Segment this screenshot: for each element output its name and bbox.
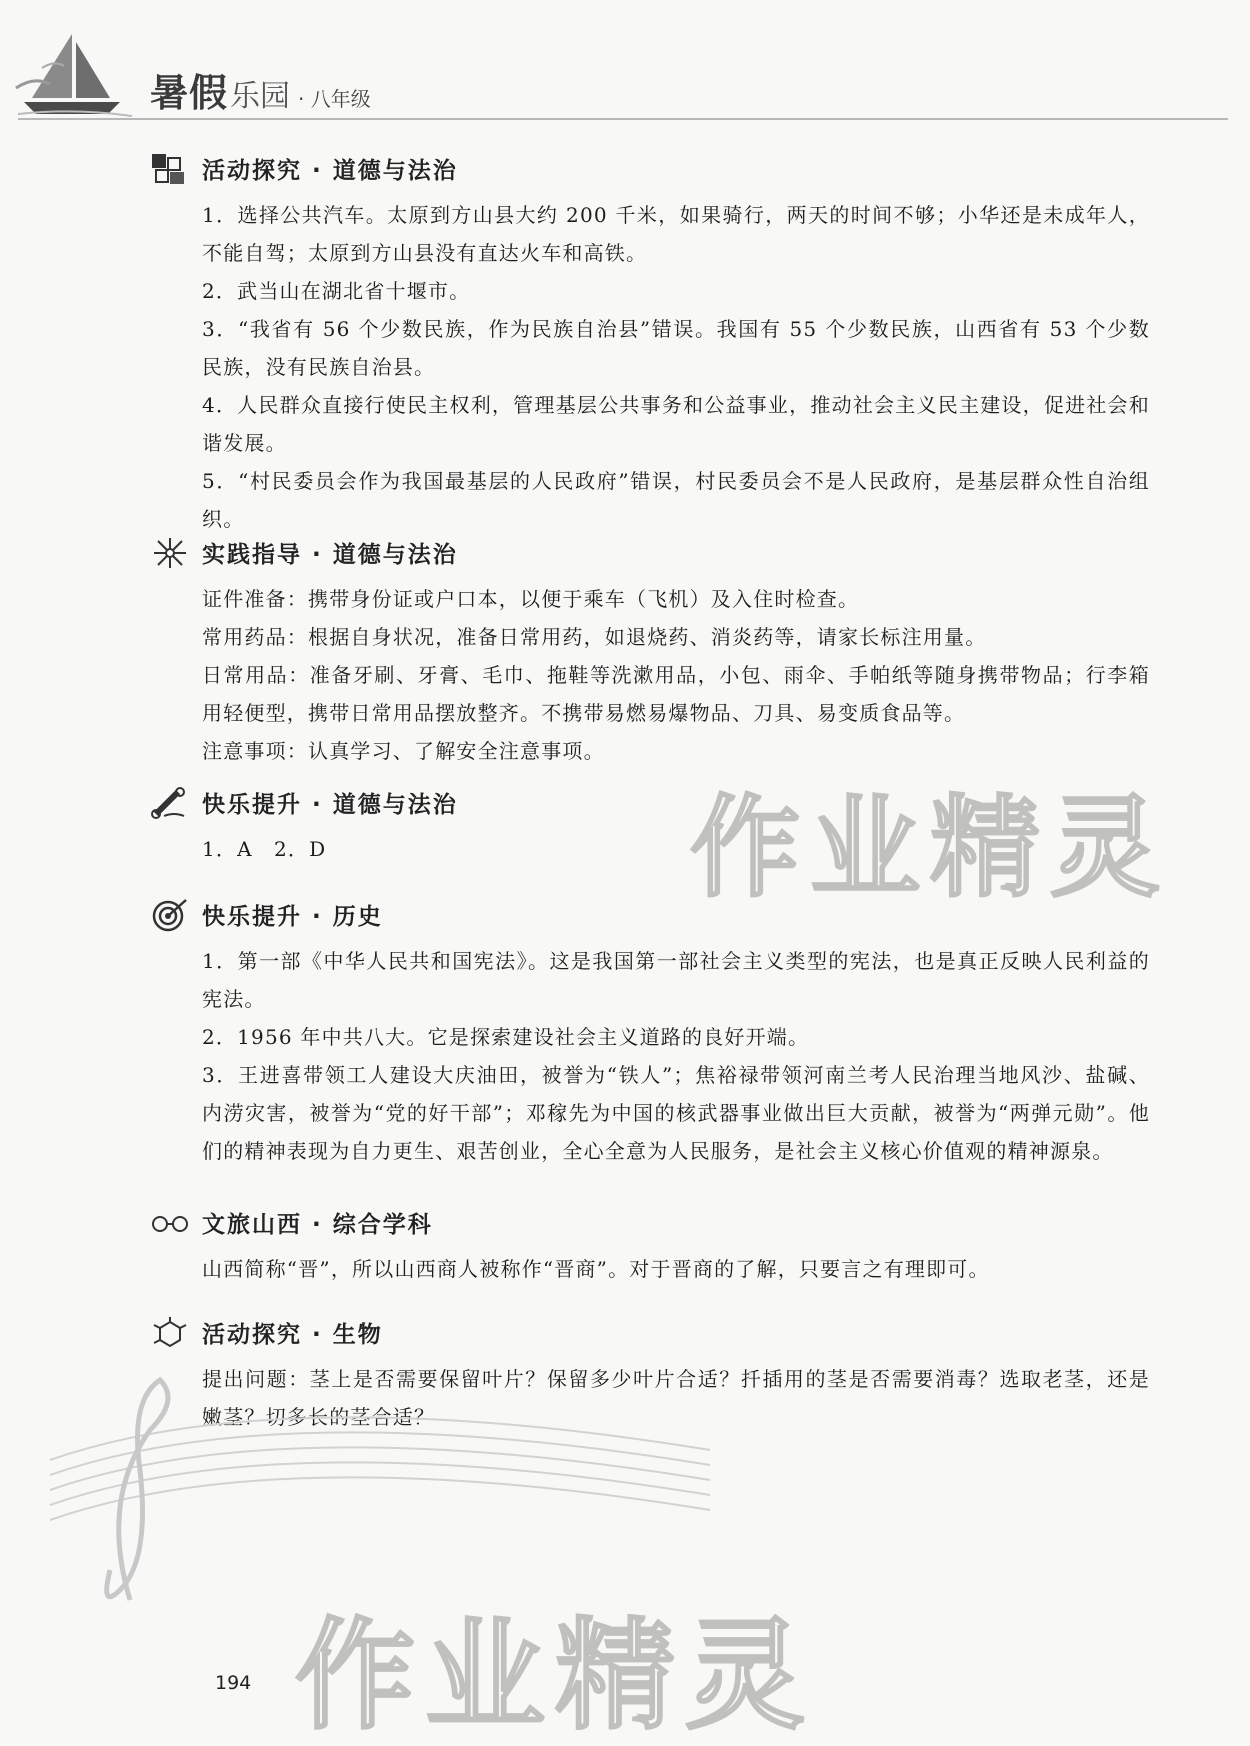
header-divider — [18, 118, 1228, 120]
answer-paragraph: 常用药品：根据自身状况，准备日常用药，如退烧药、消炎药等，请家长标注用量。 — [202, 625, 987, 649]
answer-paragraph: 2．武当山在湖北省十堰市。 — [202, 279, 471, 303]
section-body — [202, 580, 1150, 770]
section-body — [202, 1250, 1150, 1288]
page-header — [0, 0, 1250, 140]
answer-paragraph: 1．A 2．D — [202, 837, 327, 861]
section-improve-history — [150, 894, 1150, 1170]
section-header — [150, 782, 1150, 824]
brand-main: 暑假 — [150, 71, 229, 115]
answer-paragraph: 证件准备：携带身份证或户口本，以便于乘车（飞机）及入住时检查。 — [202, 587, 860, 611]
section-body — [202, 196, 1150, 538]
section-improve-morality — [150, 782, 1150, 868]
section-title: 快乐提升 · 历史 — [202, 904, 383, 930]
section-title: 活动探究 · 道德与法治 — [202, 158, 458, 184]
section-title: 快乐提升 · 道德与法治 — [202, 792, 458, 818]
music-note-decoration — [30, 1340, 730, 1660]
answer-paragraph: 日常用品：准备牙刷、牙膏、毛巾、拖鞋等洗漱用品，小包、雨伞、手帕纸等随身携带物品；行李箱用轻便型，携带日常用品摆放整齐。不携带易燃易爆物品、刀具、易变质食品等。 — [202, 663, 1150, 725]
section-activity-morality — [150, 148, 1150, 538]
section-title: 活动探究 · 生物 — [202, 1322, 383, 1348]
sparkle-icon — [150, 536, 190, 570]
book-brand — [150, 62, 371, 117]
section-title: 文旅山西 · 综合学科 — [202, 1212, 433, 1238]
puzzle-icon — [150, 152, 190, 186]
answer-paragraph: 山西简称“晋”，所以山西商人被称作“晋商”。对于晋商的了解，只要言之有理即可。 — [202, 1257, 990, 1281]
glasses-icon — [150, 1206, 190, 1240]
section-header — [150, 148, 1150, 190]
answer-paragraph: 1．选择公共汽车。太原到方山县大约 200 千米，如果骑行，两天的时间不够；小华还是未成年人，不能自驾；太原到方山县没有直达火车和高铁。 — [202, 203, 1150, 265]
section-header — [150, 1202, 1150, 1244]
section-title: 实践指导 · 道德与法治 — [202, 542, 458, 568]
scroll-icon — [150, 786, 190, 820]
answer-paragraph: 提出问题：茎上是否需要保留叶片？保留多少叶片合适？扦插用的茎是否需要消毒？选取老茎，还是嫩茎？切多长的茎合适？ — [202, 1367, 1150, 1429]
watermark-text: 作业精灵 — [295, 1607, 815, 1746]
answer-paragraph: 3．“我省有 56 个少数民族，作为民族自治县”错误。我国有 55 个少数民族，山西省有 53 个少数民族，没有民族自治县。 — [202, 317, 1150, 379]
section-practice-morality — [150, 532, 1150, 770]
answer-paragraph: 4．人民群众直接行使民主权利，管理基层公共事务和公益事业，推动社会主义民主建设，促进社会和谐发展。 — [202, 393, 1150, 455]
answer-paragraph: 5．“村民委员会作为我国最基层的人民政府”错误，村民委员会不是人民政府，是基层群众性自治组织。 — [202, 469, 1150, 531]
answer-paragraph: 2．1956 年中共八大。它是探索建设社会主义道路的良好开端。 — [202, 1025, 810, 1049]
target-icon — [150, 898, 190, 932]
watermark-text: 作业精灵 — [690, 784, 1170, 912]
answer-paragraph: 1．第一部《中华人民共和国宪法》。这是我国第一部社会主义类型的宪法，也是真正反映人民利益的宪法。 — [202, 949, 1150, 1011]
section-body — [202, 942, 1150, 1170]
section-body — [202, 830, 1150, 868]
section-header — [150, 894, 1150, 936]
answer-paragraph: 3．王进喜带领工人建设大庆油田，被誉为“铁人”；焦裕禄带领河南兰考人民治理当地风沙、盐碱、内涝灾害，被誉为“党的好干部”；邓稼先为中国的核武器事业做出巨大贡献，被誉为“两弹元勋”。他们的精神表现为自力更生、艰苦创业，全心全意为人民服务，是社会主义核心价值观的精神源泉。 — [202, 1063, 1150, 1163]
brand-grade: · 八年级 — [298, 87, 371, 111]
page-number: 194 — [215, 1672, 252, 1694]
answer-paragraph: 注意事项：认真学习、了解安全注意事项。 — [202, 739, 605, 763]
sailboat-icon — [14, 28, 134, 118]
section-culture-shanxi — [150, 1202, 1150, 1288]
section-header — [150, 532, 1150, 574]
brand-sub: 乐园 — [230, 79, 291, 114]
